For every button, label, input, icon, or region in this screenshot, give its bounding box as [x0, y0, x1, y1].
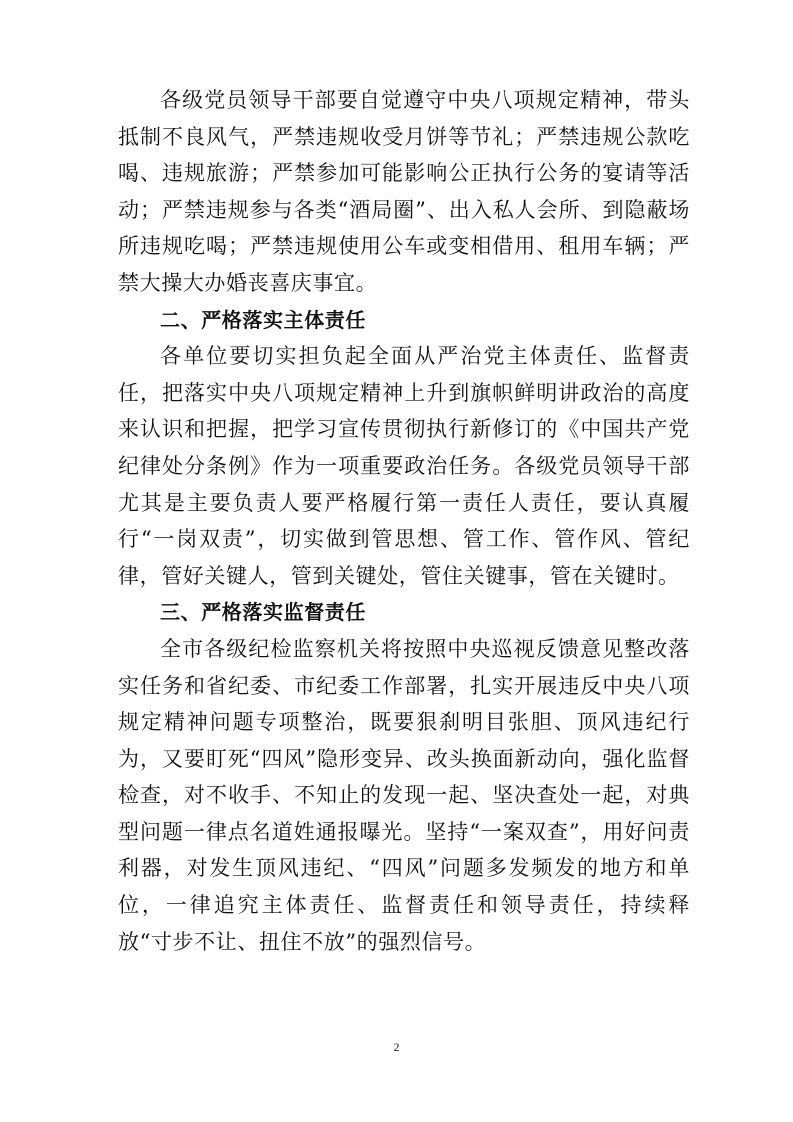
section-heading-supervision-responsibility: 三、严格落实监督责任 [160, 600, 366, 625]
document-body [118, 82, 690, 960]
paragraph-conduct-rules: 各级党员领导干部要自觉遵守中央八项规定精神，带头抵制不良风气，严禁违规收受月饼等节礼；严禁违规公款吃喝、违规旅游；严禁参加可能影响公正执行公务的宴请等活动；严禁违规参与各类“酒局圈”、出入私人会所、到隐蔽场所违规吃喝；严禁违规使用公车或变相借用、租用车辆；严禁大操大办婚丧喜庆事宜。 [118, 88, 690, 295]
page-number: 2 [393, 1040, 400, 1054]
paragraph-supervision-responsibility: 全市各级纪检监察机关将按照中央巡视反馈意见整改落实任务和省纪委、市纪委工作部署，扎实开展违反中央八项规定精神问题专项整治，既要狠刹明目张胆、顶风违纪行为，又要盯死“四风”隐形变异、改头换面新动向，强化监督检查，对不收手、不知止的发现一起、坚决查处一起，对典型问题一律点名道姓通报曝光。坚持“一案双查”，用好问责利器，对发生顶风违纪、“四风”问题多发频发的地方和单位，一律追究主体责任、监督责任和领导责任，持续释放“寸步不让、扭住不放”的强烈信号。 [118, 636, 690, 954]
section-heading-main-responsibility: 二、严格落实主体责任 [160, 307, 366, 332]
paragraph-main-responsibility: 各单位要切实担负起全面从严治党主体责任、监督责任，把落实中央八项规定精神上升到旗帜鲜明讲政治的高度来认识和把握，把学习宣传贯彻执行新修订的《中国共产党纪律处分条例》作为一项重要政治任务。各级党员领导干部尤其是主要负责人要严格履行第一责任人责任，要认真履行“一岗双责”，切实做到管思想、管工作、管作风、管纪律，管好关键人，管到关键处，管住关键事，管在关键时。 [118, 344, 690, 588]
